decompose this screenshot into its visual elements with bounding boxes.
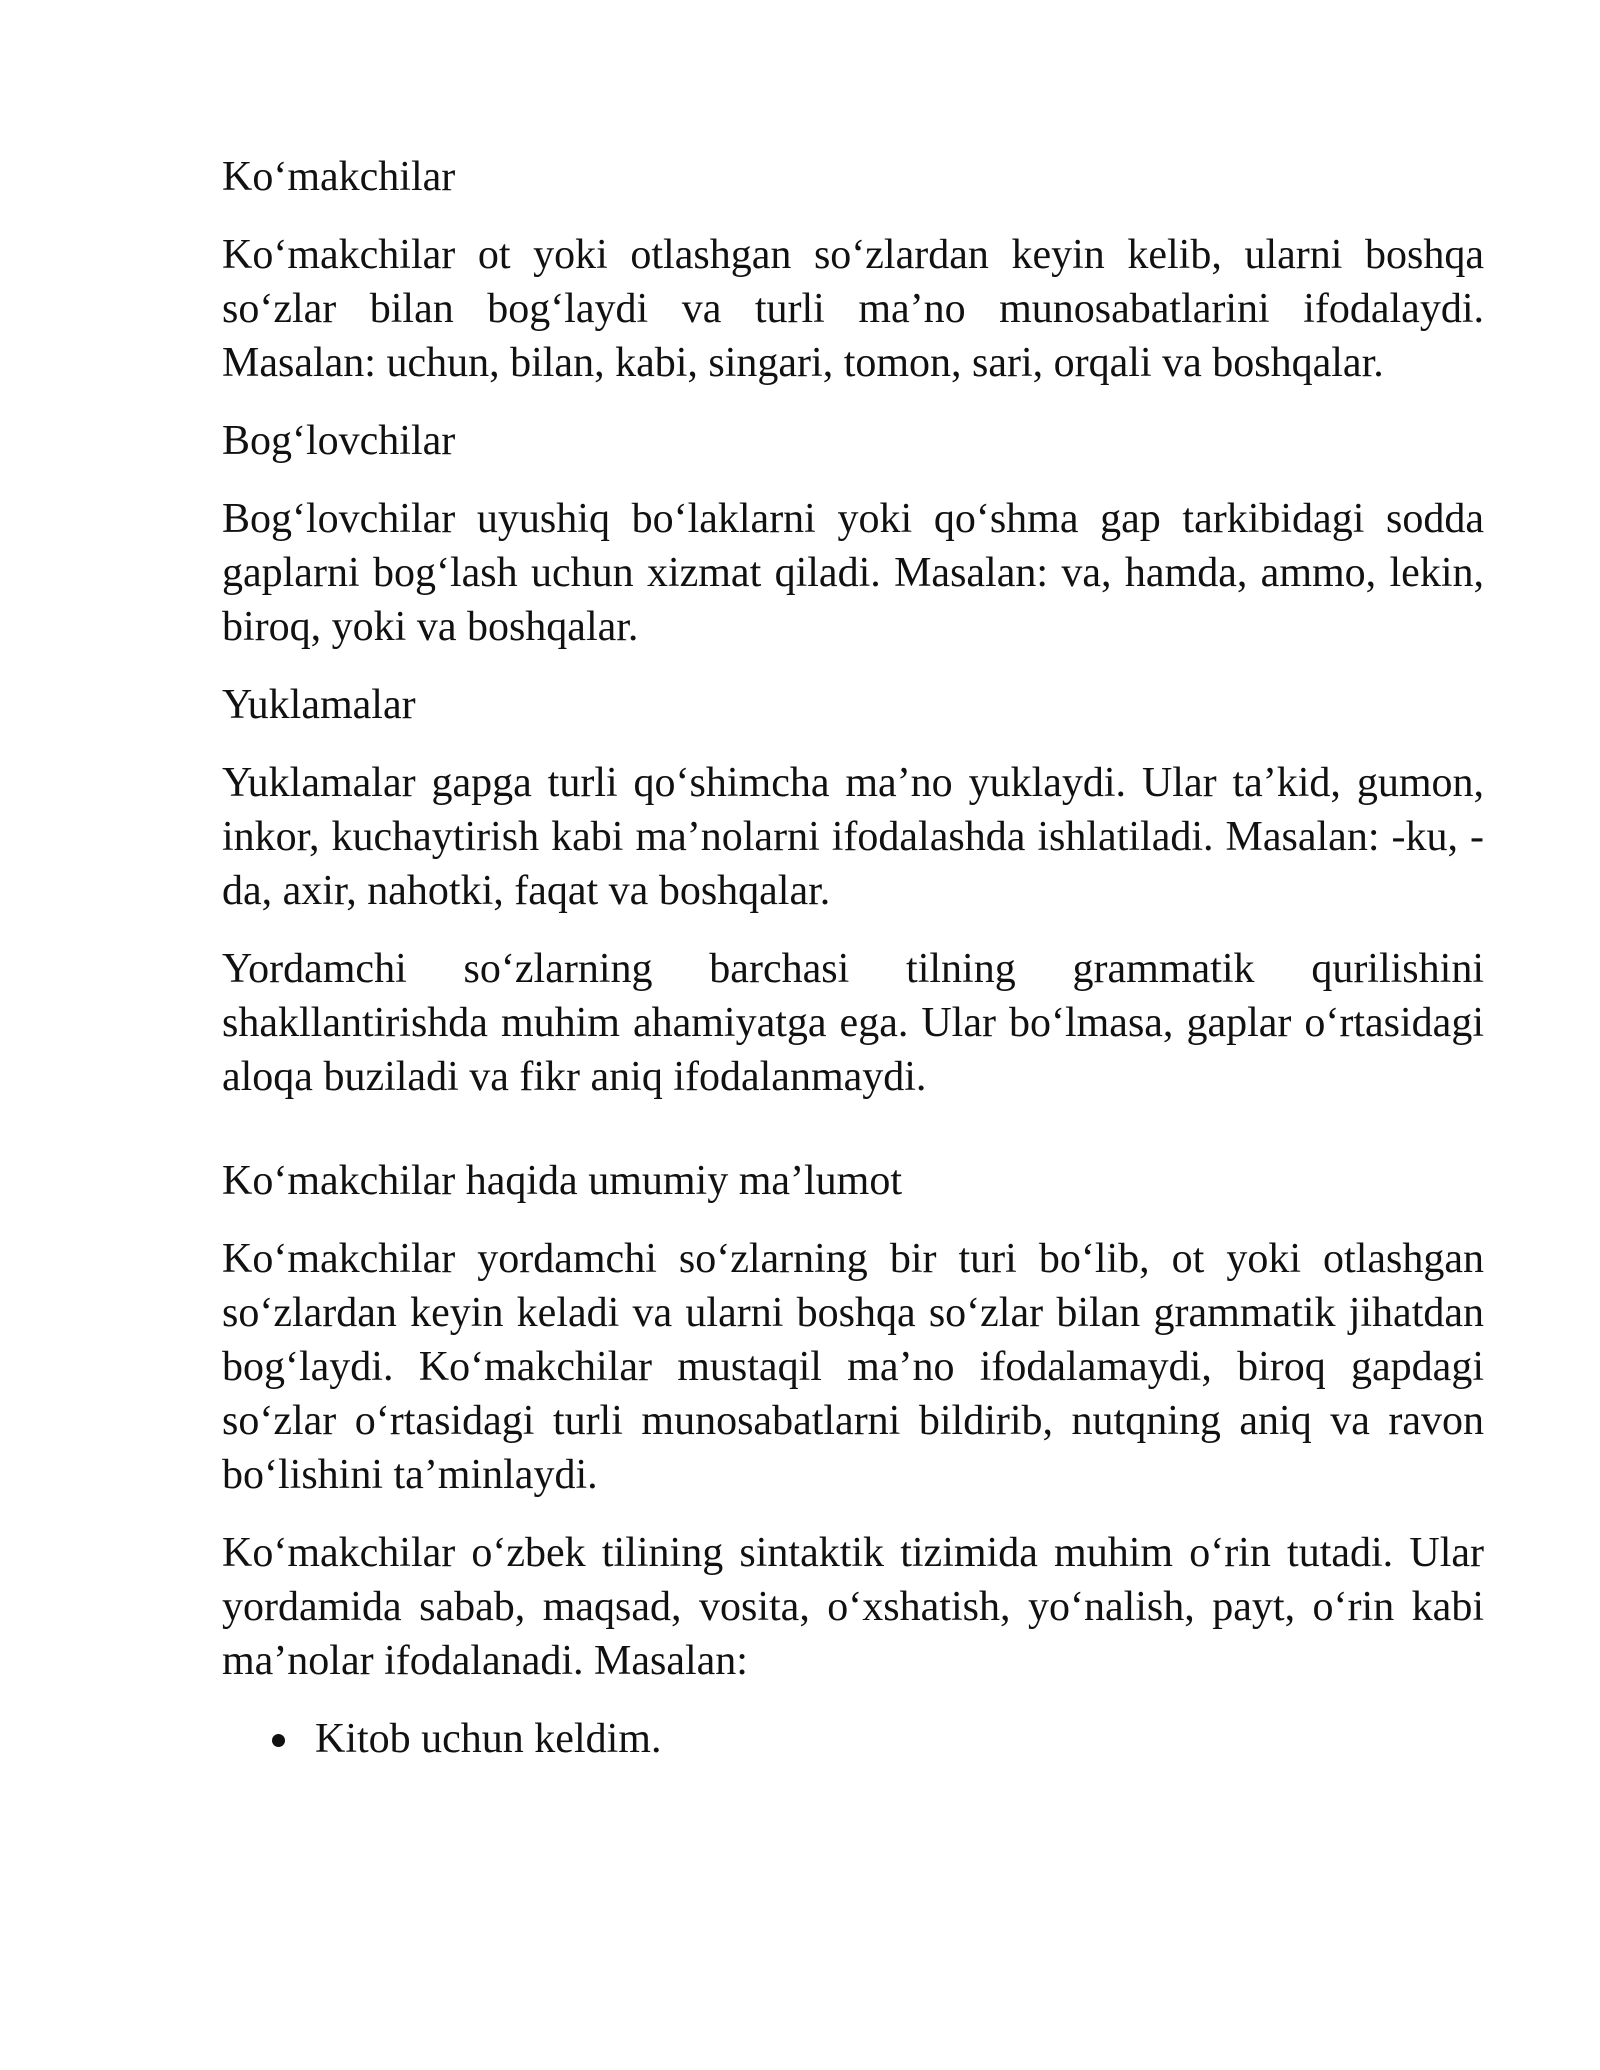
paragraph: Ko‘makchilar yordamchi so‘zlarning bir turi bo‘lib, ot yoki otlashgan so‘zlardan keyin keladi va ularni boshqa so‘zlar bilan grammatik jihatdan bog‘laydi. Ko‘makchilar mustaqil ma’no ifodalamaydi, biroq gapdagi so‘zlar o‘rtasidagi turli munosabatlarni bildirib, nutqning aniq va ravon bo‘lishini ta’minlaydi. (222, 1236, 1484, 1498)
list-item-text: Kitob uchun keldim. (315, 1716, 662, 1762)
paragraph: Yordamchi so‘zlarning barchasi tilning grammatik qurilishini shakllantirishda muhim ahamiyatga ega. Ular bo‘lmasa, gaplar o‘rtasidagi aloqa buziladi va fikr aniq ifodalanmaydi. (222, 946, 1484, 1100)
section-heading-boglovchilar: Bog‘lovchilar (222, 418, 456, 464)
document-page (222, 150, 1484, 1766)
section-heading-komakchilar: Ko‘makchilar (222, 154, 456, 200)
list-item (272, 1712, 1484, 1766)
section-heading-komakchilar-umumiy: Ko‘makchilar haqida umumiy ma’lumot (222, 1158, 902, 1204)
bullet-icon (272, 1734, 285, 1747)
paragraph: Bog‘lovchilar uyushiq bo‘laklarni yoki qo‘shma gap tarkibidagi sodda gaplarni bog‘lash uchun xizmat qiladi. Masalan: va, hamda, ammo, lekin, biroq, yoki va boshqalar. (222, 496, 1484, 650)
section-heading-yuklamalar: Yuklamalar (222, 682, 416, 728)
paragraph: Ko‘makchilar o‘zbek tilining sintaktik tizimida muhim o‘rin tutadi. Ular yordamida sabab, maqsad, vosita, o‘xshatish, yo‘nalish, payt, o‘rin kabi ma’nolar ifodalanadi. Masalan: (222, 1530, 1484, 1684)
paragraph: Ko‘makchilar ot yoki otlashgan so‘zlardan keyin kelib, ularni boshqa so‘zlar bilan bog‘laydi va turli ma’no munosabatlarini ifodalaydi. Masalan: uchun, bilan, kabi, singari, tomon, sari, orqali va boshqalar. (222, 232, 1484, 386)
paragraph: Yuklamalar gapga turli qo‘shimcha ma’no yuklaydi. Ular ta’kid, gumon, inkor, kuchaytirish kabi ma’nolarni ifodalashda ishlatiladi. Masalan: -ku, -da, axir, nahotki, faqat va boshqalar. (222, 760, 1484, 914)
example-list (222, 1712, 1484, 1766)
